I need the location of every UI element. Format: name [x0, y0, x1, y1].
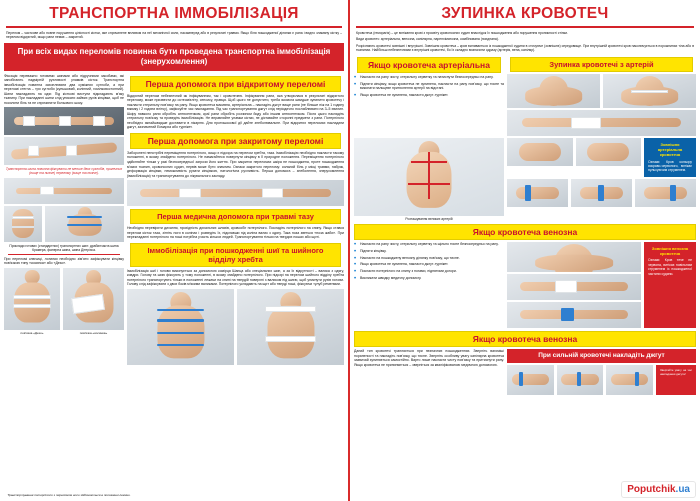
venous-photo-1 [507, 242, 641, 272]
kosynka-label: пов'язка «косинка» [79, 330, 108, 335]
hand-press-photo-2 [576, 138, 642, 166]
tourniquet-redbar: При сильній кровотечі накладіть джгут [507, 349, 696, 363]
closed-fracture-heading: Перша допомога при закритому переломі [130, 133, 341, 149]
logo-text: Poputchik [627, 484, 676, 495]
closed-fracture-text: Заборонені непотрібні переміщення потерпілого, якщо є підозра на перелом хребта, таза. Іммобілізацію необхідно накласти такому положенні, в якому знайдено потерпілого. Не намагайтеся повернути кінцівку в її природне положення. Переміщення потерпілого здійснюйте тільки у разі безпосередньої загрози його життю. При закритих переломах шкіра не пошкоджена, проте пошкодження м'яких тканин, кровоносних судин, нервів може бути значним. Ознаки закритого перелому: сильний біль у місці травми, набряк, деформація кінцівки, неможливість рухати кінцівкою, патологічна рухливість. Перша допомога – знеболення, знерухомлення (іммобілізація) та транспортування до лікувального закладу. [127, 150, 344, 178]
tourniquet-photo-1 [507, 179, 568, 207]
fix-block-text: Фіксація переважно готовими шинами або підручними засобами, які запобігають надмірній рухливості уламків кісток. Транспортна іммобілізація повинна захоплювати два суміжних суглоби, а при переломі стегна – три суглоби (кульшовий, колінний, гомілковостопний). Шини накладають на одяг. Під кісткові виступи підкладають м'яку тканину. При накладанні шини слід уникати зайвих рухів кінцівки, щоб не посилити біль та не спричинити больового шоку. [4, 73, 124, 105]
list-item: • Накласти на рану чисту, стерильну серветку та щільно тиснe безпосередньо на рану. [354, 242, 504, 247]
venous-bullets [354, 242, 504, 280]
venous-photo-2 [507, 274, 641, 300]
tourniquet-photo-3 [635, 179, 696, 207]
right-lead-1: Кровотеча (геморагія) – це витікання крові з просвіту кровоносних судин внаслідок їх пошкодження або порушення проникності стінки. [356, 31, 568, 35]
tourniquet-step-3 [606, 365, 653, 395]
external-venous-info [644, 242, 696, 328]
list-item: • Викликати швидку медичну допомогу. [354, 276, 504, 281]
splint-caption-1: Транспортна шина повинна фіксувати не менше двох суглобів, прилеглих (вище та нижче) перелому (вище та нижче). [5, 167, 123, 176]
capillary-text: Даний тип кровотечі трапляється при незначних пошкодженнях. Зверніть вагоміші пораненості та накладіть пов'язку, що тисне. Зверніть особливу увагу капілярна кровотеча зазвичай зупиняється самостійно. Варто лише накласти чисту пов'язку та притиснути рану. Якщо кровотеча не припиняється – зверніться за кваліфікованою медичною допомогою. [354, 349, 504, 367]
closed-fracture-photo [127, 180, 344, 206]
list-item: • Підняти кінцівку. [354, 249, 504, 254]
dezo-bandage-photo [4, 268, 60, 330]
pelvis-text: Необхідно перевірити дихання, прохідність дихальних шляхів, кровообіг потерпілого. Покладіть потерпілого на спину. Якщо стався перелом кісток таза, зігніть ноги в колінах і розведіть їх, підклавши під коліна валик з одягу. Така поза зветься «поза жаби». При перекладанні потерпілого на ноші потрібна участь кількох людей. Транспортування тільки на твердих ношах або щиті. [127, 226, 344, 240]
external-venous-info-text: Ознаки: Кров тече не червона, витікає повільним струменем із пошкодженої частини судини. [648, 258, 692, 276]
venous-photo-3 [507, 302, 641, 328]
logo-tld: .ua [675, 484, 690, 495]
right-title-rule [356, 26, 694, 28]
venous-heading: Якщо кровотеча венозна [354, 224, 696, 240]
left-title-rule [6, 26, 342, 28]
tourniquet-photo-2 [571, 179, 632, 207]
list-item: • Покласти потерпілого на спину з ногами, піднятими догори. [354, 269, 504, 274]
left-bottom-note: Транспортування потерпілого з переломом ноги здійснюється в положенні лежачи. [7, 493, 131, 498]
tourniquet-step-2 [557, 365, 604, 395]
neck-text: Іммобілізація шиї і голови виконується за допомогою комірця Шанца або спеціальних шин, а за їх відсутності – валика з одягу, ковдри. Голову та шию фіксують у тому положенні, в якому знайдено потерпілого. При підозрі на перелом шийного відділу хребта потерпілого транспортують тільки в положенні лежачи на спині на твердій поверхні з валиком під шиєю, щоб уникнути рухів голови. Голову слід зафіксувати з двох боків м'якими валиками. Потерпілого укладають на щит або тверді ноші, фіксуючи тулуб ременями. [127, 268, 344, 287]
artery-press-photo-2 [603, 74, 696, 108]
right-column [350, 0, 700, 501]
left-redband: При всіх видах переломів повинна бути проведена транспортна іммобілізація (знерухомлення) [4, 43, 344, 71]
left-divider [8, 254, 120, 255]
artery-press-photo-3 [507, 110, 696, 136]
artery-press-photo-1 [507, 74, 600, 108]
splint-photo-1 [4, 107, 124, 135]
external-venous-info-title: Зовнішня венозна кровотеча [651, 246, 689, 257]
left-lead: Перелом – часткове або повне порушення цілісності кістки, яке спричинене впливом на неї механічної сили, насамперед або в результаті травми. Якщо біля пошкодженої ділянки є рана і видно зламану кістку – перелом відкритий, якщо рани немає – закритий. [6, 31, 342, 40]
pelvis-heading: Перша медична допомога при травмі тазу [130, 209, 341, 224]
spine-immobilisation-photo-1 [127, 289, 234, 365]
tourniquet-time-note [656, 365, 696, 395]
clavicle-caption: При переломі ключиці, лопатки необхідно зім'яти зафіксувати кінцівку пов'язкою типу «косинка» або «Дезо». [4, 256, 124, 266]
external-arterial-info-text: Ознаки: Кров кольору яскраво-червоного, витікає пульсуючим струменем. [648, 159, 692, 173]
right-title: ЗУПИНКА КРОВОТЕЧ [441, 5, 609, 22]
krammer-splint-photo [4, 206, 42, 242]
list-item: • Накласти на пошкоджену венозну ділянку пов'язку, що тисне. [354, 256, 504, 261]
right-lead-2: Види кровотеч: артеріальна, венозна, капілярна, паренхіматозна, комбінована (поєднана). [356, 37, 499, 42]
list-item: • Якщо кровотеча не зупинена, накласти джгут-турнікет. [354, 93, 504, 98]
capillary-heading: Якщо кровотеча венозна [354, 331, 696, 347]
tourniquet-time-note-text: Звертайте увагу на час накладання джгута! [660, 367, 693, 376]
arterial-figures-heading: Зупинка кровотечі з артерій [510, 57, 693, 72]
neck-heading: Іммобілізація при пошкодженні шиї та шийного відділу хребта [130, 243, 341, 267]
dezo-label: пов'язка «Дезо» [20, 330, 44, 335]
kosynka-bandage-photo [63, 268, 124, 330]
external-arterial-info [644, 138, 696, 177]
spine-immobilisation-photo-2 [237, 289, 344, 365]
arterial-bullets [354, 75, 504, 98]
left-title: ТРАНСПОРТНА ІММОБІЛІЗАЦІЯ [49, 5, 299, 22]
right-lead-3: Розрізняють кровотечі зовнішні і внутрішні. Зовнішня кровотеча – кров виливається із пошкодженої судини в оточуюче (зовнішнє) середовище. При внутрішній кровотечі кров накопичується в порожнинах тіла або в тканинах. Найбільш небезпечними є внутрішні кровотечі, бо їх складно визначити одразу (артерія, вена, капіляр). [356, 43, 694, 52]
poputchik-logo[interactable] [621, 481, 696, 498]
splint-photo-3 [4, 178, 124, 204]
dieterichs-splint-photo [45, 206, 124, 242]
list-item: • Якщо кровотеча не зупинена, накласти джгут-турнікет. [354, 262, 504, 267]
tourniquet-step-1 [507, 365, 554, 395]
list-item: • Підняти кінцівку, якщо кровотеча не зупинена, накласти на рану пов'язку, що тиснe та виконати пальцеве притиснення артерії на відстані. [354, 82, 504, 91]
arterial-heading: Якщо кровотеча артеріальна [357, 57, 501, 73]
splint-photo-2 [4, 137, 124, 165]
list-item: • Накласти на рану чисту, стерильну серветку та натиснути безпосередньо на рану. [354, 75, 504, 80]
hand-press-photo-1 [507, 138, 573, 166]
splint-caption-2: Приклади готових (стандартних) транспортних шин: драбинчаста шина Крамера, фанерна шина, шина Дітеріхса. [9, 243, 119, 252]
open-fracture-heading: Перша допомога при відкритому переломі [130, 76, 341, 92]
artery-anatomy-caption: Розташування великих артерій [405, 217, 453, 221]
open-fracture-text: Відкритий перелом небезпечний як інфікуванням, так і кровотечею. Інфікування рани, яка утворилася в результаті відкритого перелому, може призвести до остеомієліту, сепсису, правця. Щоб цього не допустити, треба якомога швидше зупинити кровотечу і накласти стерильну пов'язку на рану. Якщо кровотеча масивна, артеріальна – накладіть джгут вище рани (не більше ніж на 1 годину взимку і 2 години влітку), зафіксуйте час накладання. Під час транспортування джгут слід періодично послаблювати на 3–5 хвилин. Шкіру навколо рани обробіть антисептиком, краї рани обробіть розчином йоду або іншим антисептиком. Після цього накладіть стерильну пов'язку та проведіть іммобілізацію. Не вправляйте уламки кістки, не діставайте сторонні предмети з рани. Потерпілого необхідно якнайшвидше доставити в лікарню. Для протишокової дії дайте знеболювальне. При відкритих переломах накладати джгут, зазначений Есмарха або турнікет. [127, 93, 344, 130]
external-arterial-info-title: Зовнішня артеріальна кровотеча [657, 142, 683, 158]
artery-anatomy-figure [354, 138, 504, 216]
